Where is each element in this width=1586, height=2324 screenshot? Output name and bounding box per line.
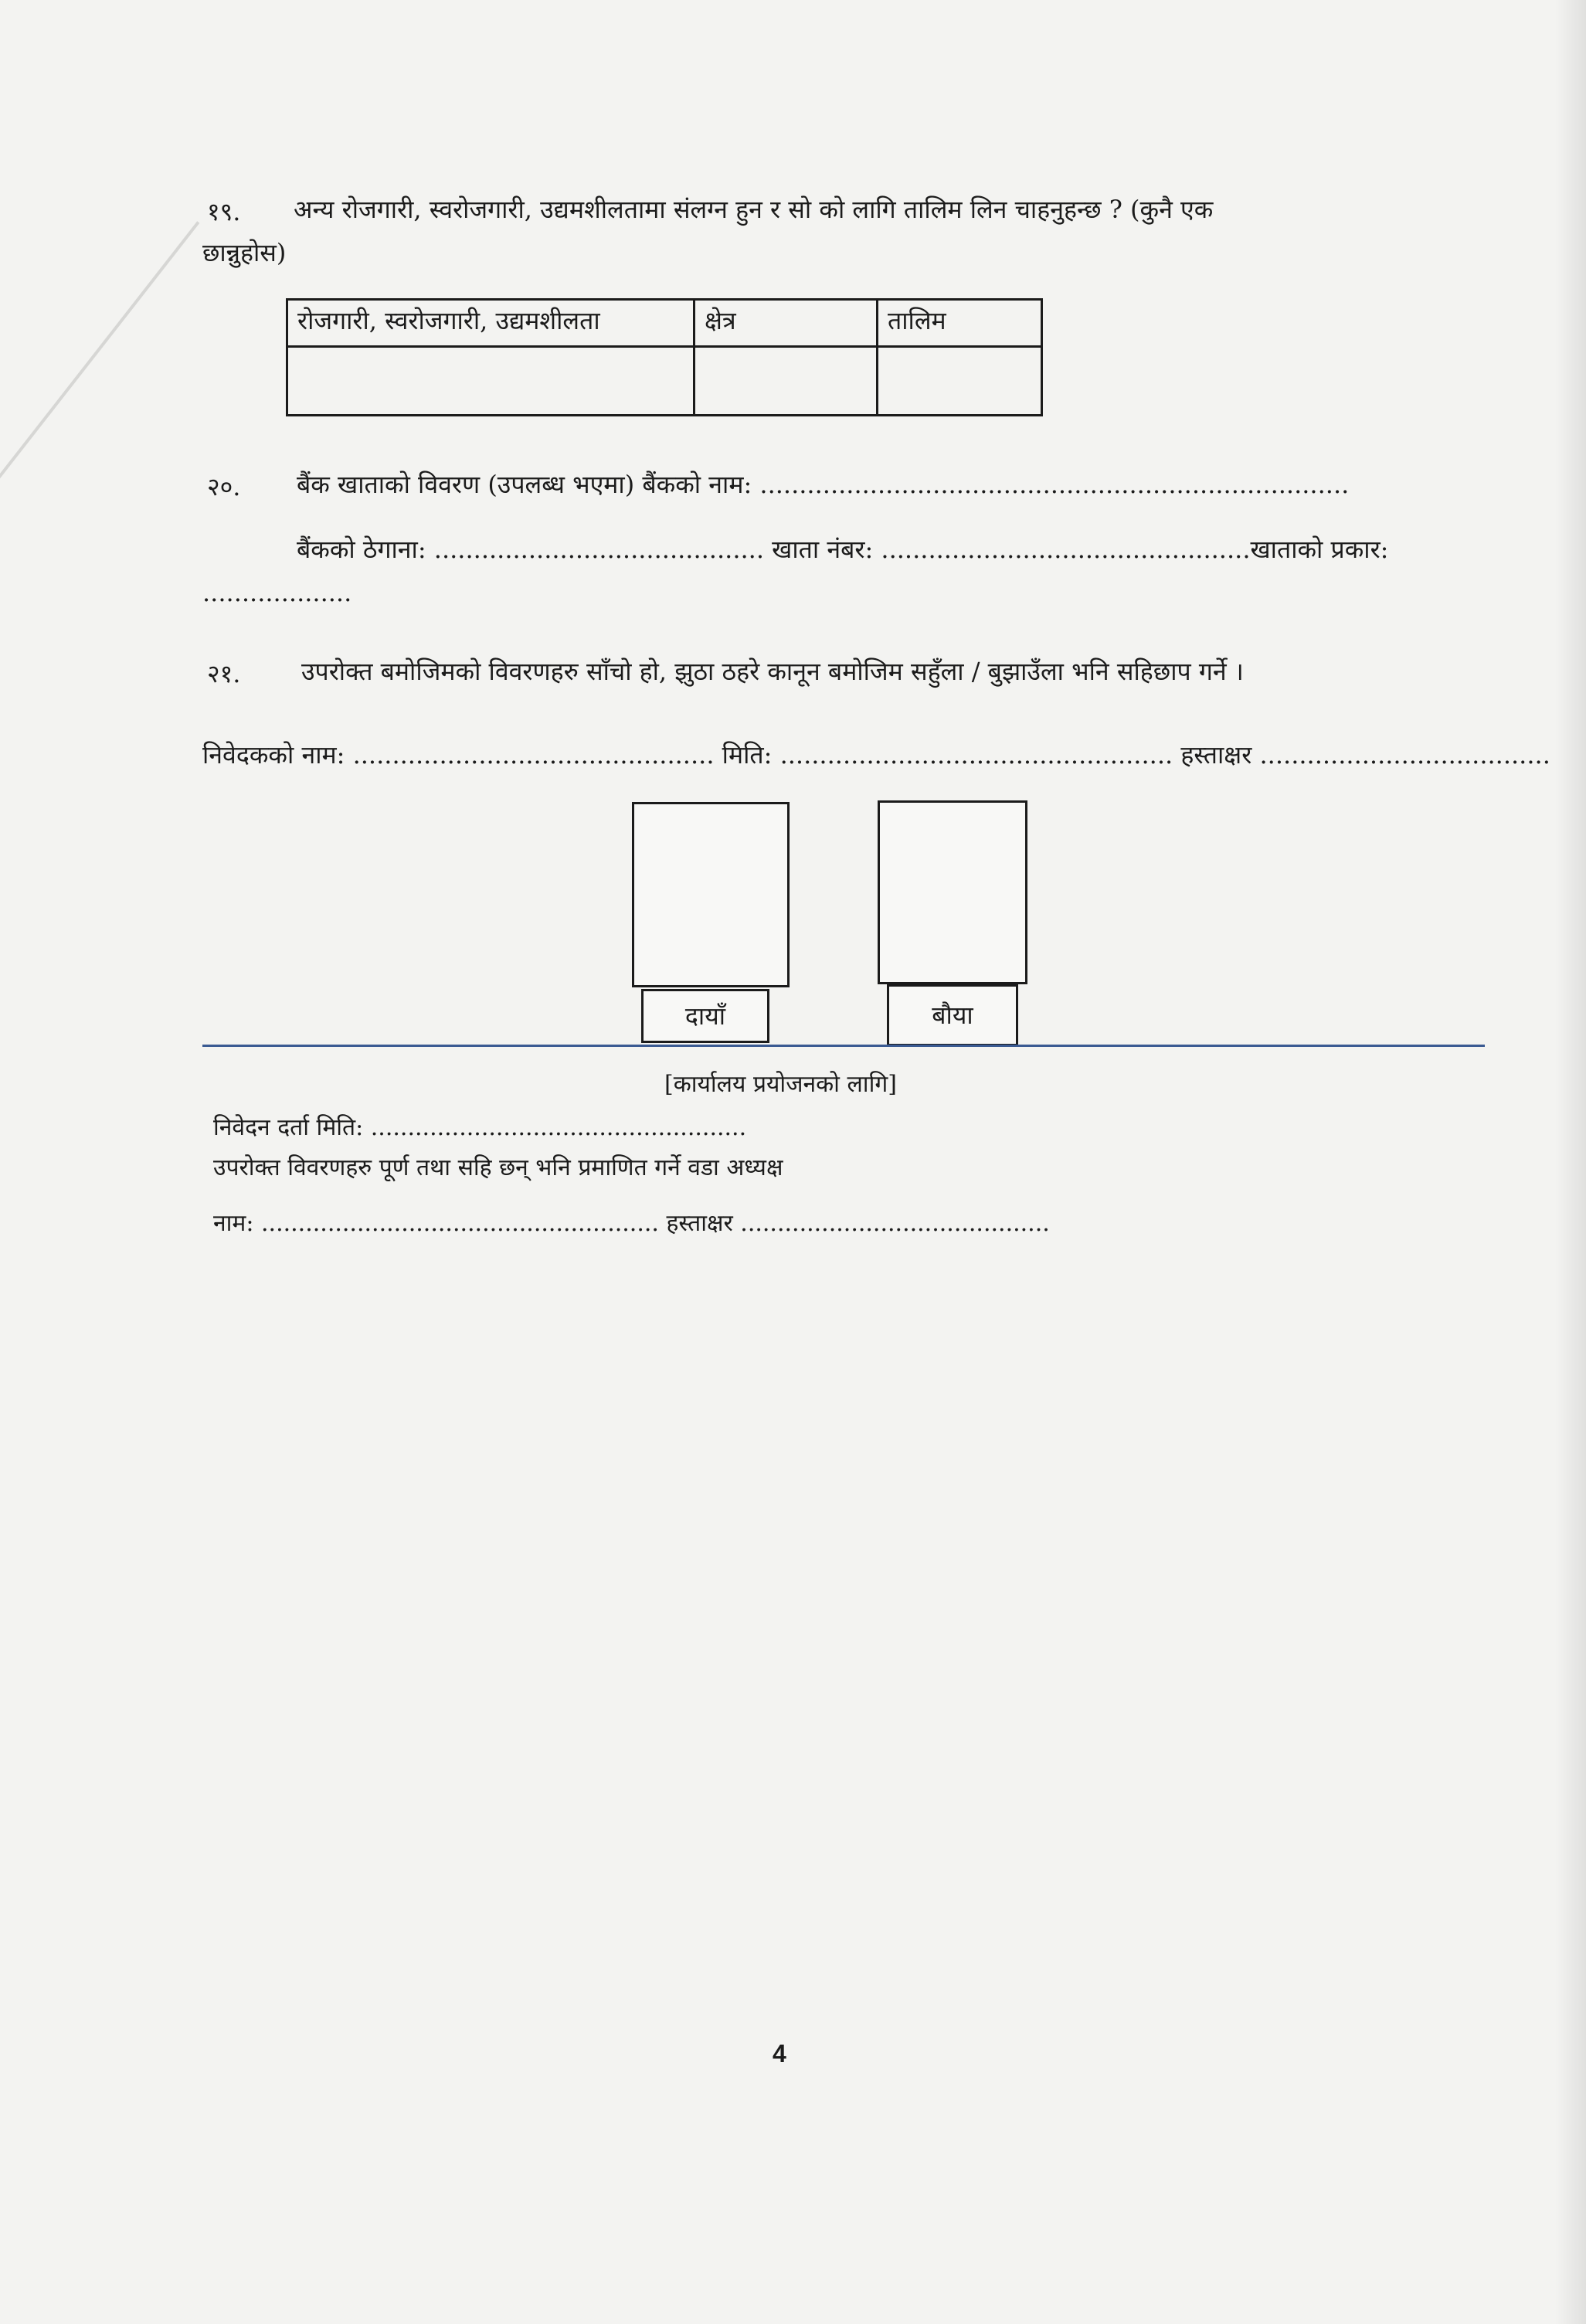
- application-date-line: निवेदन दर्ता मिति: ...................................................: [213, 1114, 747, 1141]
- declaration-text: उपरोक्त बमोजिमको विवरणहरु साँचो हो, झुठा ठहरे कानून बमोजिम सहुँला / बुझाउँला भनि सहिछाप गर्ने ।: [301, 657, 1244, 686]
- chairperson-name-line: नाम: ...................................................... हस्ताक्षर ..........................................: [213, 1210, 1050, 1237]
- page-fold-shadow: [0, 31, 199, 479]
- q21-number: २१.: [207, 659, 241, 688]
- training-cell[interactable]: [878, 347, 1042, 416]
- table-header-row: [287, 300, 1042, 347]
- header-training: तालिम: [878, 300, 1042, 347]
- right-thumbprint-box[interactable]: [632, 802, 790, 987]
- account-type-dots: ...................: [202, 578, 352, 607]
- left-thumb-label: बौया: [887, 984, 1018, 1046]
- left-thumbprint-box[interactable]: [878, 800, 1027, 984]
- page-number: 4: [773, 2040, 786, 2067]
- table-row: [287, 347, 1042, 416]
- page-edge-shadow: [1555, 0, 1586, 2324]
- header-employment: रोजगारी, स्वरोजगारी, उद्यमशीलता: [287, 300, 695, 347]
- bank-name-line: बैंक खाताको विवरण (उपलब्ध भएमा) बैंकको नाम: ...........................................................................: [297, 470, 1350, 499]
- training-table: [286, 298, 1043, 416]
- header-sector: क्षेत्र: [695, 300, 878, 347]
- certification-line: उपरोक्त विवरणहरु पूर्ण तथा सहि छन् भनि प्रमाणित गर्ने वडा अध्यक्ष: [213, 1154, 783, 1181]
- q19-number: १९.: [207, 197, 241, 226]
- section-divider: [202, 1045, 1485, 1047]
- employment-cell[interactable]: [287, 347, 695, 416]
- q20-number: २०.: [207, 472, 241, 501]
- q19-question-line1: अन्य रोजगारी, स्वरोजगारी, उद्यमशीलतामा संलग्न हुन र सो को लागि तालिम लिन चाहनुहन्छ ? (कुनै एक: [294, 195, 1214, 224]
- sector-cell[interactable]: [695, 347, 878, 416]
- applicant-line: निवेदकको नाम: .............................................. मिति: .................................................. हस्ताक्षर .....................................: [202, 740, 1550, 770]
- bank-address-line: बैंकको ठेगाना: .......................................... खाता नंबर: ...............................................खाताको प्रकार:: [297, 535, 1389, 564]
- q19-question-line2: छान्नुहोस): [202, 238, 287, 267]
- office-use-heading: [कार्यालय प्रयोजनको लागि]: [664, 1071, 897, 1098]
- right-thumb-label: दायाँ: [641, 989, 769, 1043]
